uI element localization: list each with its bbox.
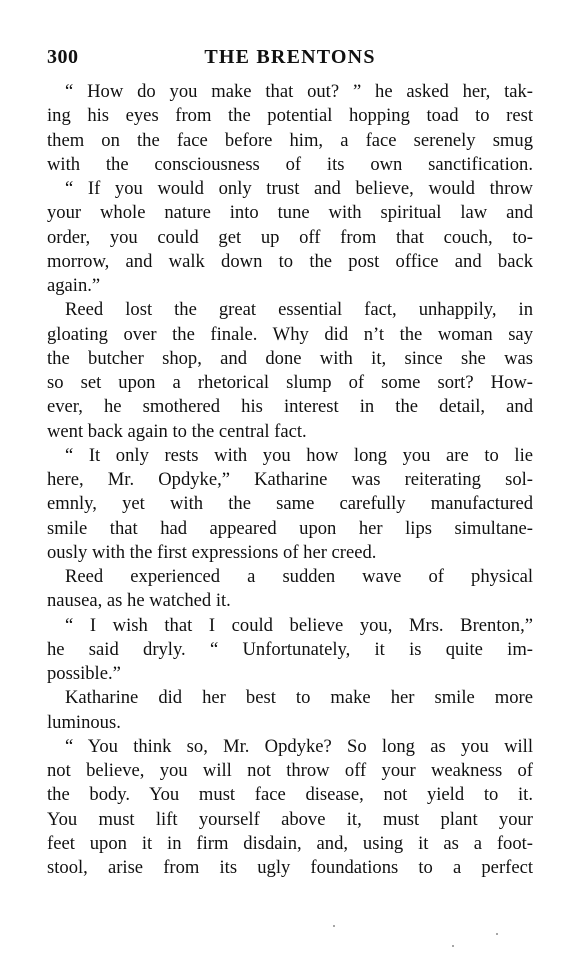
scan-speck xyxy=(333,925,335,927)
running-head: THE BRENTONS xyxy=(204,46,376,68)
scan-speck xyxy=(496,933,498,935)
text-line: “ I wish that I could believe you, Mrs. Brenton,” xyxy=(65,614,533,636)
text-line: Katharine did her best to make her smile more xyxy=(65,687,533,709)
text-line: again.” xyxy=(47,275,101,296)
text-line: here, Mr. Opdyke,” Katharine was reiterating sol- xyxy=(47,469,533,490)
text-line: ing his eyes from the potential hopping toad to rest xyxy=(47,105,533,127)
text-line: stool, arise from its ugly foundations to a perfect xyxy=(47,857,533,878)
text-line: the body. You must face disease, not yield to it. xyxy=(47,784,533,806)
text-line: “ If you would only trust and believe, would throw xyxy=(65,178,533,199)
text-line: Reed lost the great essential fact, unhappily, in xyxy=(65,299,533,321)
text-line: nausea, as he watched it. xyxy=(47,590,231,612)
text-line: went back again to the central fact. xyxy=(47,420,307,442)
text-line: “ It only rests with you how long you are to lie xyxy=(65,444,533,466)
page-header xyxy=(47,46,533,74)
text-line: order, you could get up off from that couch, to- xyxy=(47,226,533,248)
text-line: gloating over the finale. Why did n’t the woman say xyxy=(47,323,533,345)
text-line: emnly, yet with the same carefully manufactured xyxy=(47,493,533,515)
text-line: the butcher shop, and done with it, since she was xyxy=(47,347,533,369)
text-line: morrow, and walk down to the post office and back xyxy=(47,250,533,272)
text-line: he said dryly. “ Unfortunately, it is quite im- xyxy=(47,638,533,660)
text-line: smile that had appeared upon her lips simultane- xyxy=(47,517,533,539)
text-line: not believe, you will not throw off your weakness of xyxy=(47,760,533,781)
text-line: possible.” xyxy=(47,663,121,684)
body-text xyxy=(47,80,533,880)
page-number: 300 xyxy=(47,46,79,68)
text-line: Reed experienced a sudden wave of physical xyxy=(65,566,533,587)
text-line: ously with the first expressions of her creed. xyxy=(47,541,377,563)
scan-speck xyxy=(452,945,454,947)
text-line: them on the face before him, a face serenely smug xyxy=(47,129,533,151)
text-line: ever, he smothered his interest in the detail, and xyxy=(47,396,533,418)
text-line: with the consciousness of its own sanctification. xyxy=(47,153,533,175)
text-line: feet upon it in firm disdain, and, using it as a foot- xyxy=(47,832,533,854)
text-line: “ You think so, Mr. Opdyke? So long as you will xyxy=(65,735,533,757)
text-line: so set upon a rhetorical slump of some sort? How- xyxy=(47,372,533,393)
text-line: “ How do you make that out? ” he asked her, tak- xyxy=(65,81,533,102)
text-line: luminous. xyxy=(47,711,121,733)
text-line: You must lift yourself above it, must plant your xyxy=(47,808,533,830)
text-line: your whole nature into tune with spiritual law and xyxy=(47,202,533,224)
